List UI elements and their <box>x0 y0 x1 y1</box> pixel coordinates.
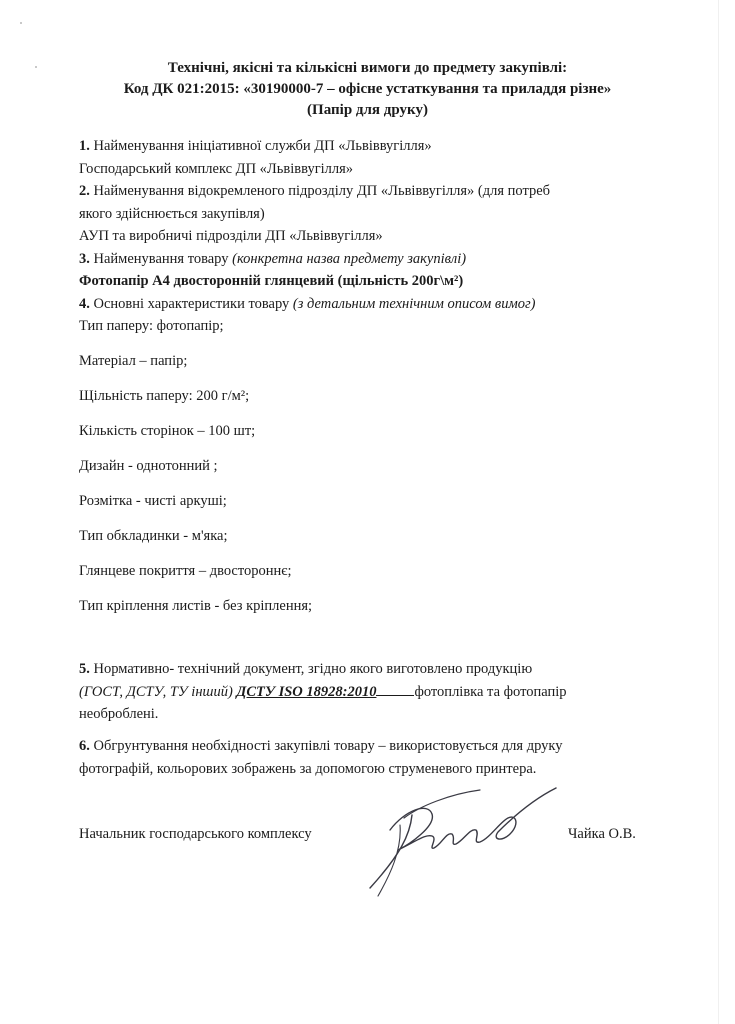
header-subtitle: (Папір для друку) <box>307 102 428 118</box>
section-1-label: 1. Найменування ініціативної служби ДП «Львіввугілля» <box>79 138 432 154</box>
section-6-text-cont: фотографій, кольорових зображень за допомогою струменевого принтера. <box>79 760 537 777</box>
property-list <box>79 315 649 618</box>
header-title: Технічні, якісні та кількісні вимоги до предмету закупівлі: <box>167 60 568 76</box>
section-3-value: Фотопапір А4 двосторонній глянцевий (щільність 200г\м²) <box>79 273 464 289</box>
section-2-label-cont: якого здійснюється закупівля) <box>79 205 265 222</box>
signer-position: Начальник господарського комплексу <box>79 826 312 842</box>
signer-name: Чайка О.В. <box>568 826 636 842</box>
section-5-label: 5. Нормативно- технічний документ, згідно якого виготовлено продукцію <box>79 661 533 677</box>
property-item: Дизайн - однотонний ; <box>79 458 218 474</box>
section-5-standard-line: (ГОСТ, ДСТУ, ТУ інший) ДСТУ ISO 18928:2010 фотоплівка та фотопапір <box>79 681 659 704</box>
section-2-label: 2. Найменування відокремленого підрозділу ДП «Львіввугілля» (для потреб <box>79 183 551 199</box>
property-item: Кількість сторінок – 100 шт; <box>79 423 256 439</box>
property-item: Матеріал – папір; <box>79 353 188 369</box>
requirements-body <box>79 135 649 618</box>
property-item: Тип обкладинки - м'яка; <box>79 528 228 544</box>
underline-gap <box>376 681 414 696</box>
section-4-label: 4. Основні характеристики товару (з детальним технічним описом вимог) <box>79 295 536 312</box>
section-5 <box>79 658 659 726</box>
property-item: Глянцеве покриття – двостороннє; <box>79 563 292 579</box>
property-item: Щільність паперу: 200 г/м²; <box>79 388 250 404</box>
section-5-standard-cont: необроблені. <box>79 706 159 722</box>
section-3-label: 3. Найменування товару (конкретна назва предмету закупівлі) <box>79 250 467 267</box>
section-6-text: 6. Обгрунтування необхідності закупівлі товару – використовується для друку <box>79 738 563 754</box>
section-6 <box>79 735 659 780</box>
property-item: Тип кріплення листів - без кріплення; <box>79 598 313 614</box>
scan-speck <box>20 22 22 24</box>
section-2-value: АУП та виробничі підрозділи ДП «Львіввугілля» <box>79 228 383 244</box>
document-header <box>0 58 735 121</box>
section-1-value: Господарський комплекс ДП «Львіввугілля» <box>79 160 354 177</box>
scan-edge-line <box>718 0 719 1024</box>
signature-tail <box>378 825 400 896</box>
signature-stroke <box>370 788 556 888</box>
signature-flourish <box>404 790 480 818</box>
signature <box>360 780 560 900</box>
property-item: Тип паперу: фотопапір; <box>79 318 224 334</box>
standard-code: ДСТУ ISO 18928:2010 <box>236 683 377 700</box>
header-code: Код ДК 021:2015: «30190000-7 – офісне устаткування та приладдя різне» <box>123 81 612 97</box>
property-item: Розмітка - чисті аркуші; <box>79 493 227 509</box>
